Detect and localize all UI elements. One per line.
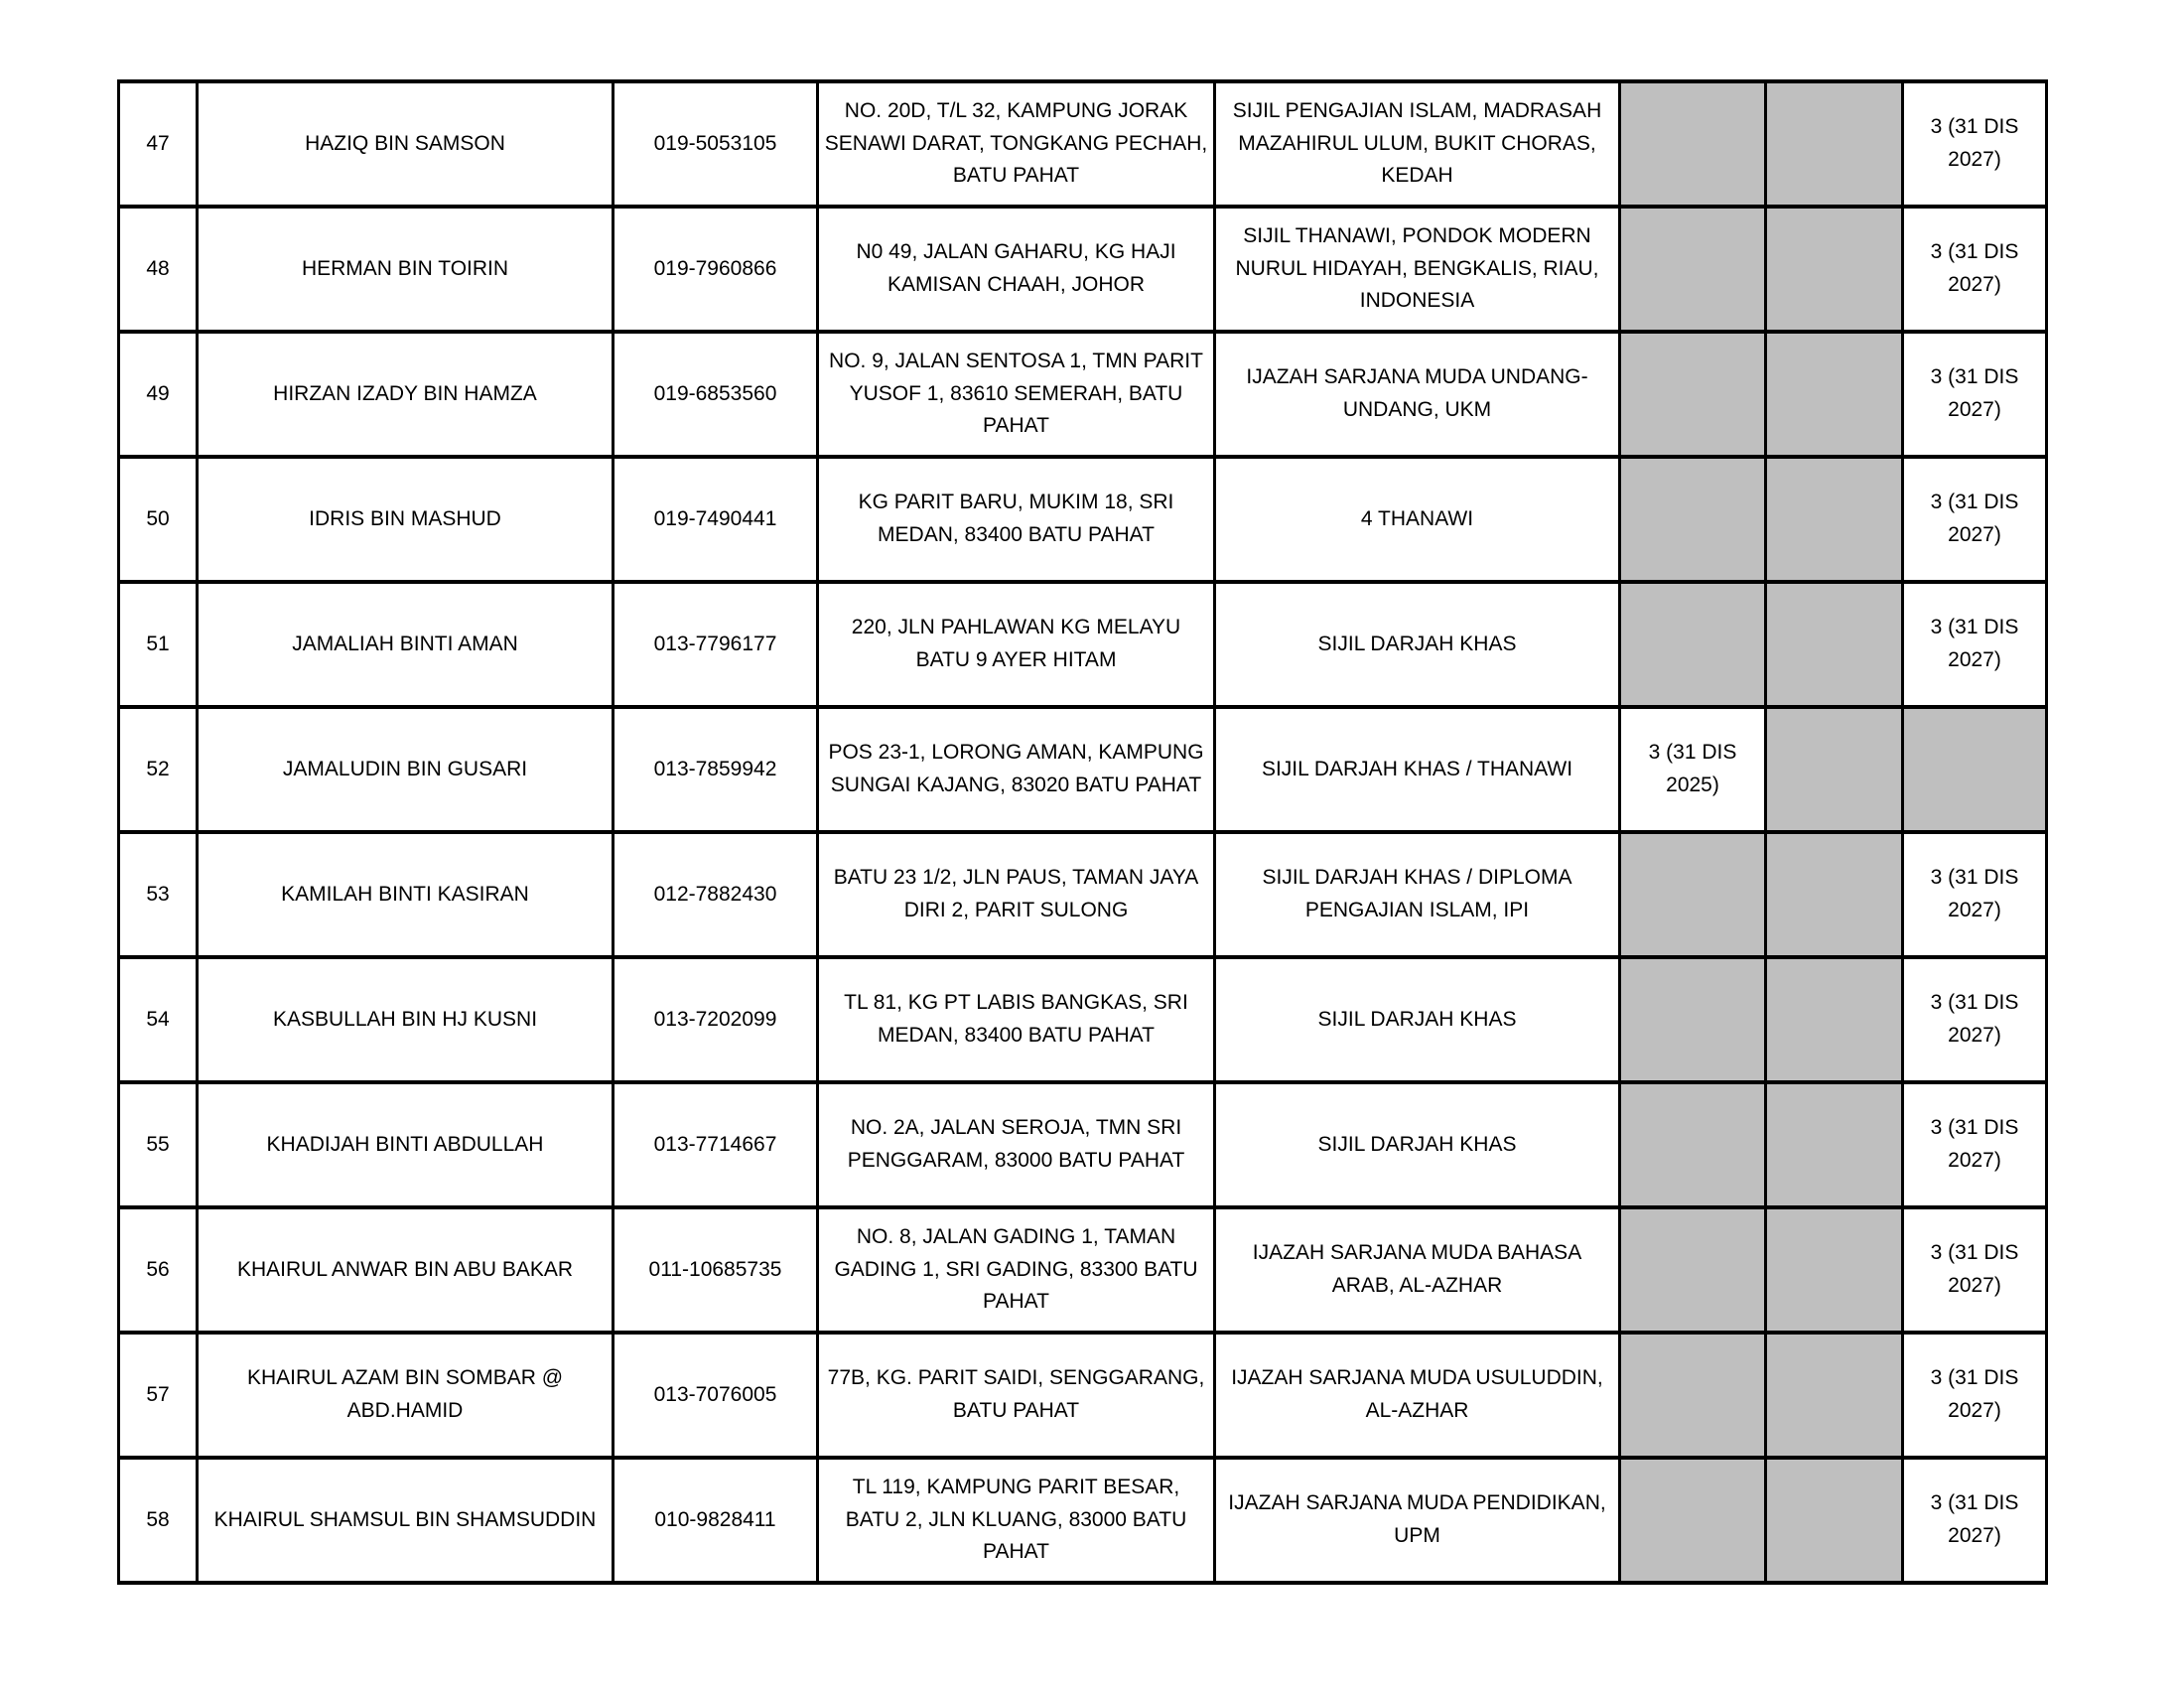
cell-phone: 013-7859942 — [614, 707, 818, 832]
cell-expiry: 3 (31 DIS 2027) — [1903, 1333, 2047, 1458]
cell-status-2 — [1766, 207, 1903, 332]
cell-status-2 — [1766, 957, 1903, 1082]
cell-status-2 — [1766, 457, 1903, 582]
cell-phone: 013-7202099 — [614, 957, 818, 1082]
cell-row-number: 50 — [119, 457, 198, 582]
table-row — [119, 957, 2047, 1082]
cell-name: JAMALUDIN BIN GUSARI — [198, 707, 614, 832]
cell-expiry: 3 (31 DIS 2027) — [1903, 1082, 2047, 1207]
table-row — [119, 457, 2047, 582]
cell-phone: 019-7960866 — [614, 207, 818, 332]
cell-expiry — [1903, 707, 2047, 832]
table-row — [119, 832, 2047, 957]
cell-status-2 — [1766, 582, 1903, 707]
cell-status-2 — [1766, 832, 1903, 957]
cell-expiry: 3 (31 DIS 2027) — [1903, 1207, 2047, 1333]
cell-address: KG PARIT BARU, MUKIM 18, SRI MEDAN, 83400 BATU PAHAT — [818, 457, 1215, 582]
cell-address: N0 49, JALAN GAHARU, KG HAJI KAMISAN CHAAH, JOHOR — [818, 207, 1215, 332]
cell-status-1 — [1620, 832, 1766, 957]
table-row — [119, 707, 2047, 832]
cell-row-number: 58 — [119, 1458, 198, 1583]
cell-row-number: 48 — [119, 207, 198, 332]
table-row — [119, 207, 2047, 332]
cell-expiry: 3 (31 DIS 2027) — [1903, 832, 2047, 957]
cell-address: NO. 20D, T/L 32, KAMPUNG JORAK SENAWI DARAT, TONGKANG PECHAH, BATU PAHAT — [818, 81, 1215, 207]
cell-address: TL 119, KAMPUNG PARIT BESAR, BATU 2, JLN KLUANG, 83000 BATU PAHAT — [818, 1458, 1215, 1583]
cell-status-2 — [1766, 1333, 1903, 1458]
cell-row-number: 52 — [119, 707, 198, 832]
cell-qualification: SIJIL PENGAJIAN ISLAM, MADRASAH MAZAHIRUL ULUM, BUKIT CHORAS, KEDAH — [1215, 81, 1620, 207]
cell-status-2 — [1766, 1082, 1903, 1207]
cell-qualification: SIJIL DARJAH KHAS — [1215, 957, 1620, 1082]
cell-name: KHAIRUL SHAMSUL BIN SHAMSUDDIN — [198, 1458, 614, 1583]
cell-qualification: IJAZAH SARJANA MUDA UNDANG-UNDANG, UKM — [1215, 332, 1620, 457]
cell-phone: 013-7714667 — [614, 1082, 818, 1207]
cell-qualification: SIJIL DARJAH KHAS — [1215, 1082, 1620, 1207]
cell-row-number: 55 — [119, 1082, 198, 1207]
table-row — [119, 1207, 2047, 1333]
cell-status-2 — [1766, 81, 1903, 207]
cell-status-1: 3 (31 DIS 2025) — [1620, 707, 1766, 832]
cell-phone: 012-7882430 — [614, 832, 818, 957]
cell-expiry: 3 (31 DIS 2027) — [1903, 457, 2047, 582]
cell-name: KHAIRUL ANWAR BIN ABU BAKAR — [198, 1207, 614, 1333]
cell-row-number: 49 — [119, 332, 198, 457]
cell-qualification: SIJIL DARJAH KHAS / DIPLOMA PENGAJIAN ISLAM, IPI — [1215, 832, 1620, 957]
cell-status-1 — [1620, 1082, 1766, 1207]
cell-qualification: IJAZAH SARJANA MUDA PENDIDIKAN, UPM — [1215, 1458, 1620, 1583]
cell-row-number: 57 — [119, 1333, 198, 1458]
cell-address: POS 23-1, LORONG AMAN, KAMPUNG SUNGAI KAJANG, 83020 BATU PAHAT — [818, 707, 1215, 832]
cell-qualification: 4 THANAWI — [1215, 457, 1620, 582]
table-row — [119, 582, 2047, 707]
cell-name: KAMILAH BINTI KASIRAN — [198, 832, 614, 957]
cell-address: NO. 2A, JALAN SEROJA, TMN SRI PENGGARAM, 83000 BATU PAHAT — [818, 1082, 1215, 1207]
cell-name: HAZIQ BIN SAMSON — [198, 81, 614, 207]
table-row — [119, 81, 2047, 207]
cell-status-2 — [1766, 1207, 1903, 1333]
cell-qualification: SIJIL DARJAH KHAS — [1215, 582, 1620, 707]
cell-expiry: 3 (31 DIS 2027) — [1903, 81, 2047, 207]
cell-status-1 — [1620, 332, 1766, 457]
cell-name: JAMALIAH BINTI AMAN — [198, 582, 614, 707]
cell-status-1 — [1620, 1458, 1766, 1583]
cell-row-number: 56 — [119, 1207, 198, 1333]
table-row — [119, 1082, 2047, 1207]
cell-row-number: 53 — [119, 832, 198, 957]
cell-phone: 013-7076005 — [614, 1333, 818, 1458]
cell-row-number: 54 — [119, 957, 198, 1082]
cell-qualification: SIJIL DARJAH KHAS / THANAWI — [1215, 707, 1620, 832]
cell-name: HIRZAN IZADY BIN HAMZA — [198, 332, 614, 457]
cell-phone: 019-6853560 — [614, 332, 818, 457]
member-table — [117, 79, 2048, 1585]
cell-expiry: 3 (31 DIS 2027) — [1903, 582, 2047, 707]
cell-address: 220, JLN PAHLAWAN KG MELAYU BATU 9 AYER HITAM — [818, 582, 1215, 707]
cell-phone: 019-7490441 — [614, 457, 818, 582]
cell-qualification: IJAZAH SARJANA MUDA BAHASA ARAB, AL-AZHAR — [1215, 1207, 1620, 1333]
cell-phone: 011-10685735 — [614, 1207, 818, 1333]
cell-qualification: SIJIL THANAWI, PONDOK MODERN NURUL HIDAYAH, BENGKALIS, RIAU, INDONESIA — [1215, 207, 1620, 332]
cell-status-1 — [1620, 957, 1766, 1082]
cell-phone: 019-5053105 — [614, 81, 818, 207]
cell-address: NO. 9, JALAN SENTOSA 1, TMN PARIT YUSOF 1, 83610 SEMERAH, BATU PAHAT — [818, 332, 1215, 457]
cell-status-1 — [1620, 81, 1766, 207]
table-row — [119, 1333, 2047, 1458]
cell-row-number: 51 — [119, 582, 198, 707]
cell-name: KHAIRUL AZAM BIN SOMBAR @ ABD.HAMID — [198, 1333, 614, 1458]
cell-status-2 — [1766, 332, 1903, 457]
cell-qualification: IJAZAH SARJANA MUDA USULUDDIN, AL-AZHAR — [1215, 1333, 1620, 1458]
cell-name: HERMAN BIN TOIRIN — [198, 207, 614, 332]
cell-status-1 — [1620, 1333, 1766, 1458]
cell-status-2 — [1766, 707, 1903, 832]
table-body — [119, 81, 2047, 1583]
cell-address: 77B, KG. PARIT SAIDI, SENGGARANG, BATU PAHAT — [818, 1333, 1215, 1458]
cell-status-1 — [1620, 1207, 1766, 1333]
cell-status-2 — [1766, 1458, 1903, 1583]
cell-expiry: 3 (31 DIS 2027) — [1903, 1458, 2047, 1583]
table-row — [119, 1458, 2047, 1583]
cell-name: KASBULLAH BIN HJ KUSNI — [198, 957, 614, 1082]
cell-phone: 013-7796177 — [614, 582, 818, 707]
cell-name: KHADIJAH BINTI ABDULLAH — [198, 1082, 614, 1207]
cell-expiry: 3 (31 DIS 2027) — [1903, 957, 2047, 1082]
cell-name: IDRIS BIN MASHUD — [198, 457, 614, 582]
cell-status-1 — [1620, 457, 1766, 582]
cell-status-1 — [1620, 207, 1766, 332]
cell-phone: 010-9828411 — [614, 1458, 818, 1583]
cell-address: NO. 8, JALAN GADING 1, TAMAN GADING 1, SRI GADING, 83300 BATU PAHAT — [818, 1207, 1215, 1333]
cell-address: BATU 23 1/2, JLN PAUS, TAMAN JAYA DIRI 2, PARIT SULONG — [818, 832, 1215, 957]
cell-expiry: 3 (31 DIS 2027) — [1903, 207, 2047, 332]
table-row — [119, 332, 2047, 457]
cell-address: TL 81, KG PT LABIS BANGKAS, SRI MEDAN, 83400 BATU PAHAT — [818, 957, 1215, 1082]
cell-status-1 — [1620, 582, 1766, 707]
cell-expiry: 3 (31 DIS 2027) — [1903, 332, 2047, 457]
cell-row-number: 47 — [119, 81, 198, 207]
document-page — [117, 79, 2045, 1585]
